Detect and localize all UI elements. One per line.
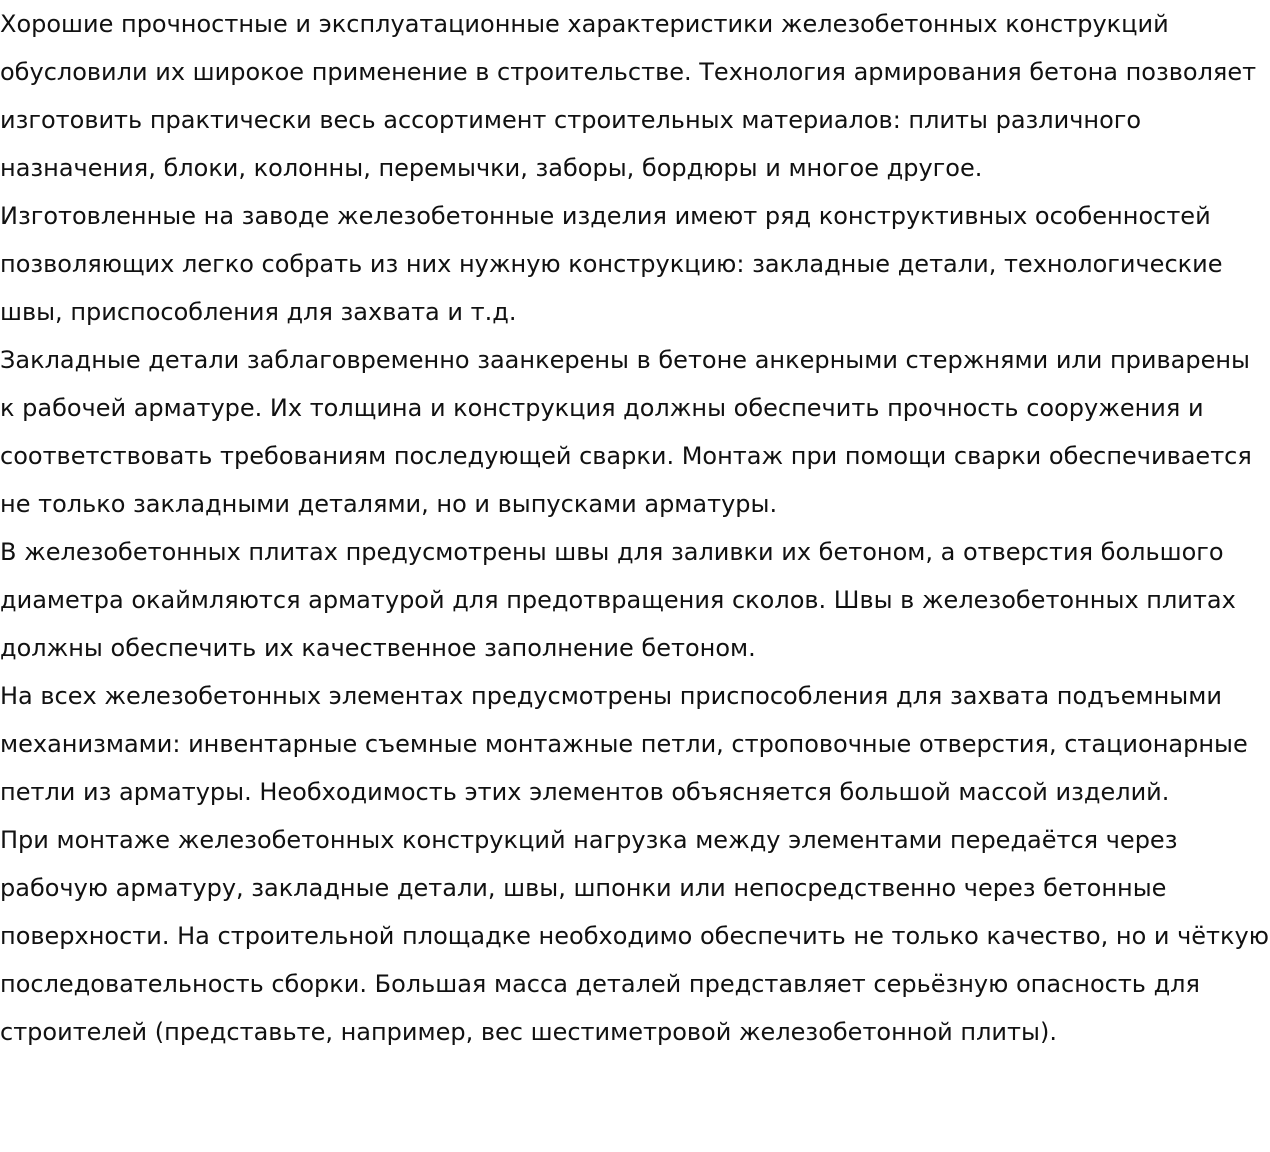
paragraph-2: Изготовленные на заводе железобетонные изделия имеют ряд конструктивных особенностей позволяющих легко собрать из них нужную конструкцию: закладные детали, технологические швы, приспособления для захвата и т.д. (0, 202, 1223, 326)
paragraph-1: Хорошие прочностные и эксплуатационные характеристики железобетонных конструкций обусловили их широкое применение в строительстве. Технология армирования бетона позволяет изготовить практически весь ассортимент строительных материалов: плиты различного назначения, блоки, колонны, перемычки, заборы, бордюры и многое другое. (0, 10, 1257, 182)
paragraph-3: Закладные детали заблаговременно заанкерены в бетоне анкерными стержнями или приварены к рабочей арматуре. Их толщина и конструкция должны обеспечить прочность сооружения и соответствовать требованиям последующей сварки. Монтаж при помощи сварки обеспечивается не только закладными деталями, но и выпусками арматуры. (0, 346, 1252, 518)
paragraph-4: В железобетонных плитах предусмотрены швы для заливки их бетоном, а отверстия большого диаметра окаймляются арматурой для предотвращения сколов. Швы в железобетонных плитах должны обеспечить их качественное заполнение бетоном. (0, 538, 1236, 662)
paragraph-6: При монтаже железобетонных конструкций нагрузка между элементами передаётся через рабочую арматуру, закладные детали, швы, шпонки или непосредственно через бетонные поверхности. На строительной площадке необходимо обеспечить не только качество, но и чёткую последовательность сборки. Большая масса деталей представляет серьёзную опасность для строителей (представьте, например, вес шестиметровой железобетонной плиты). (0, 826, 1269, 1046)
paragraph-5: На всех железобетонных элементах предусмотрены приспособления для захвата подъемными механизмами: инвентарные съемные монтажные петли, строповочные отверстия, стационарные петли из арматуры. Необходимость этих элементов объясняется большой массой изделий. (0, 682, 1248, 806)
